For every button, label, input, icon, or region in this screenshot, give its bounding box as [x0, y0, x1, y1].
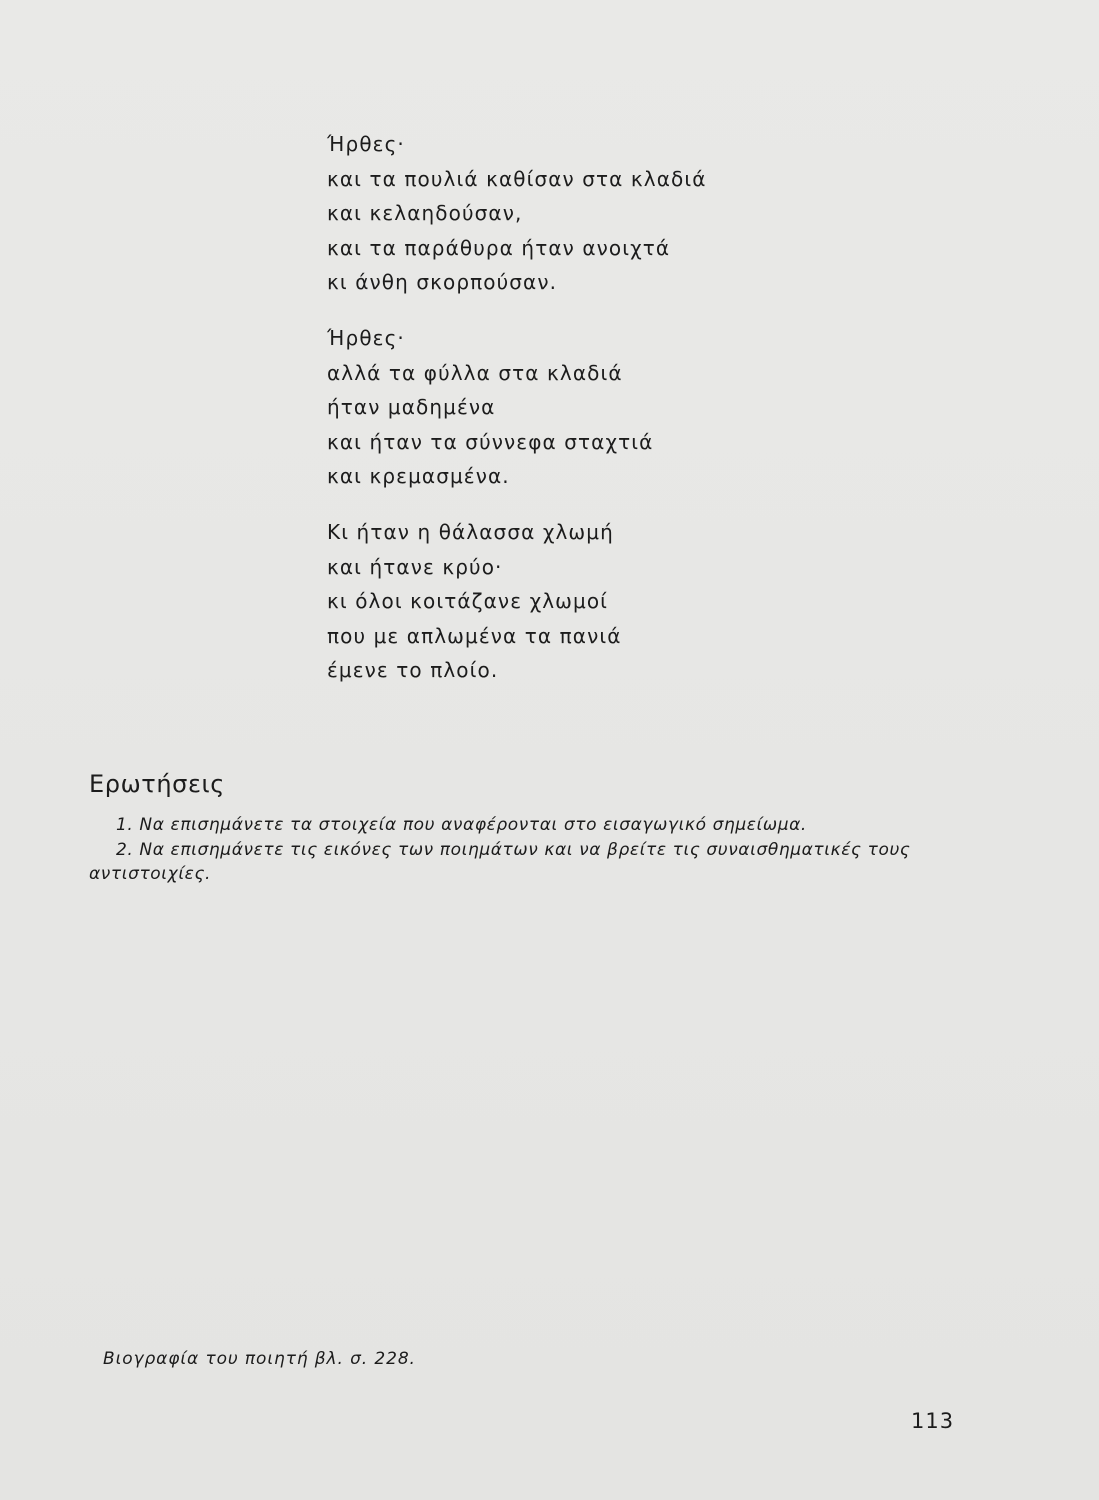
- poem-line: που με απλωμένα τα πανιά: [327, 623, 622, 648]
- poem-line: αλλά τα φύλλα στα κλαδιά: [327, 360, 623, 385]
- poem-line: και τα πουλιά καθίσαν στα κλαδιά: [327, 166, 707, 191]
- poem-line: και ήταν τα σύννεφα σταχτιά: [327, 429, 654, 454]
- page-number: 113: [911, 1409, 955, 1433]
- poem-stanza-3: [327, 515, 887, 688]
- poem-line: κι όλοι κοιτάζανε χλωμοί: [327, 589, 609, 614]
- poem-line: Ήρθες·: [327, 325, 405, 350]
- poem-line: και ήτανε κρύο·: [327, 554, 503, 579]
- poem-stanza-2: [327, 321, 887, 494]
- poem-line: και τα παράθυρα ήταν ανοιχτά: [327, 235, 671, 260]
- poem: [327, 127, 887, 709]
- poem-line: κι άνθη σκορπούσαν.: [327, 270, 558, 295]
- questions-heading: Ερωτήσεις: [89, 770, 225, 798]
- question-item: 1. Να επισημάνετε τα στοιχεία που αναφέρονται στο εισαγωγικό σημείωμα.: [116, 815, 807, 835]
- biography-note: Βιογραφία του ποιητή βλ. σ. 228.: [103, 1349, 416, 1369]
- question-item: 2. Να επισημάνετε τις εικόνες των ποιημάτων και να βρείτε τις συναισθηματικές τους αντιστοιχίες.: [89, 839, 911, 884]
- poem-line: ήταν μαδημένα: [327, 395, 496, 420]
- poem-stanza-1: [327, 127, 887, 300]
- poem-line: και κελαηδούσαν,: [327, 201, 523, 226]
- poem-line: Ήρθες·: [327, 132, 405, 156]
- poem-line: Κι ήταν η θάλασσα χλωμή: [327, 519, 614, 544]
- poem-line: έμενε το πλοίο.: [327, 658, 499, 683]
- poem-line: και κρεμασμένα.: [327, 464, 510, 489]
- questions-list: [89, 813, 949, 887]
